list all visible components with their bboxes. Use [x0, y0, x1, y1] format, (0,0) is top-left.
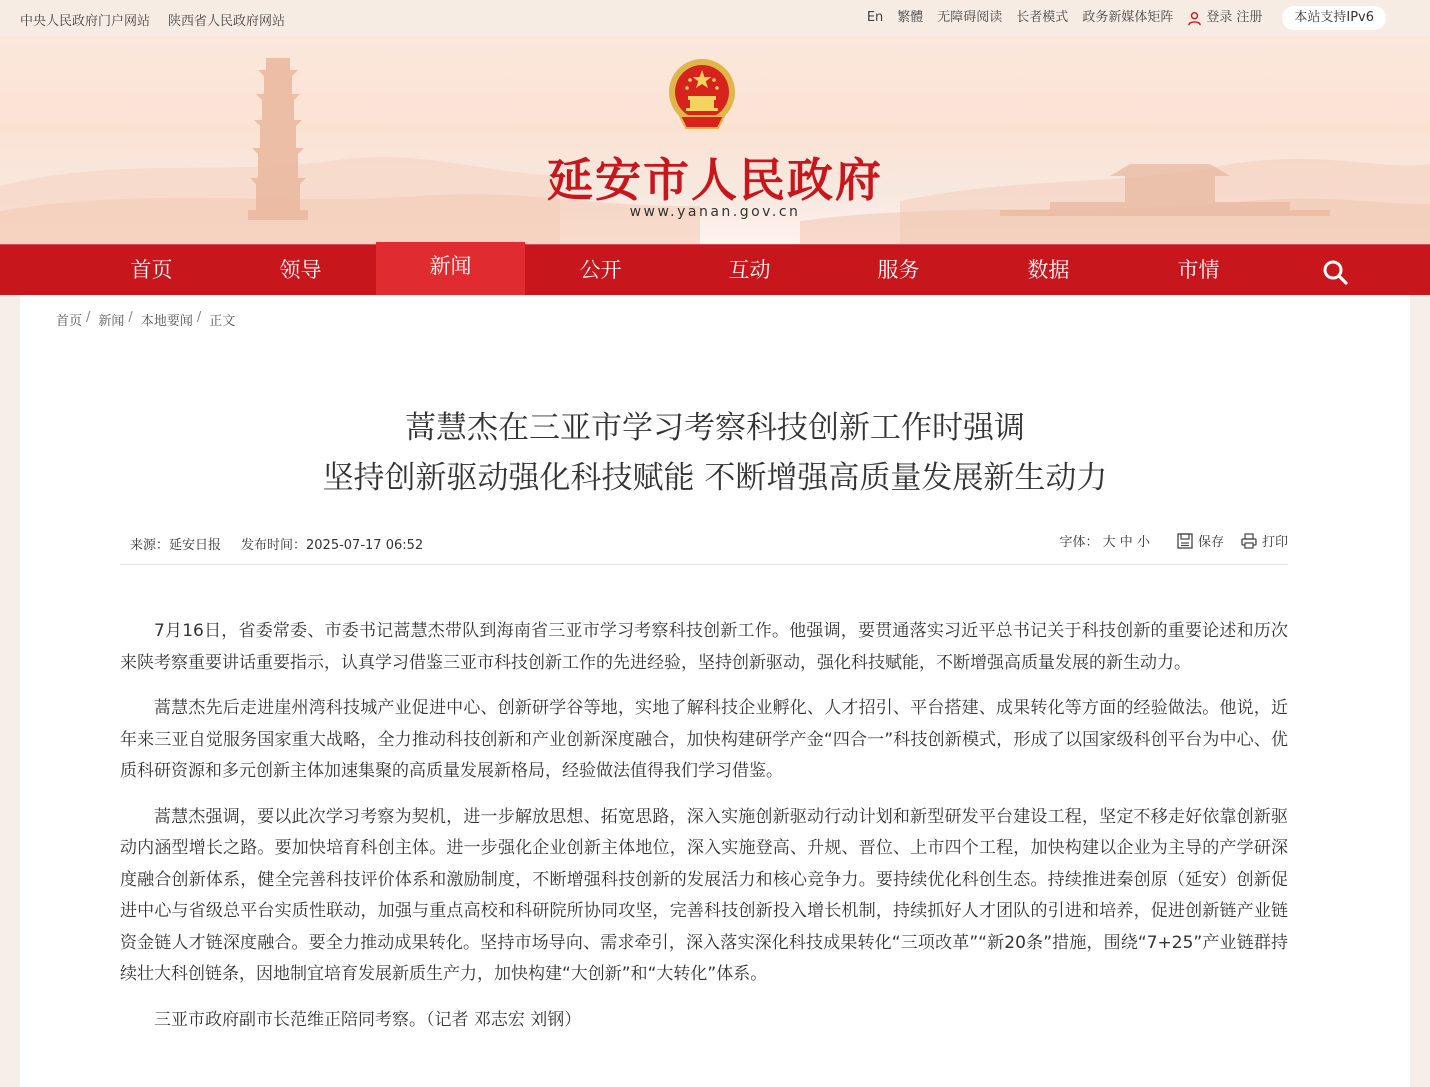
nav-item-leaders[interactable]: 领导: [279, 258, 322, 282]
site-url: www.yanan.gov.cn: [629, 204, 801, 220]
breadcrumb-local-news[interactable]: 本地要闻: [140, 314, 193, 329]
font-size-label: 字体：: [1059, 535, 1099, 550]
article-publish-time: 发布时间：2025-07-17 06:52: [241, 538, 424, 553]
main-nav: [0, 244, 1430, 295]
article-body: [120, 616, 1288, 1050]
top-bar: [0, 0, 1430, 36]
login-link[interactable]: 登录: [1206, 10, 1233, 25]
link-new-media[interactable]: 政务新媒体矩阵: [1082, 10, 1174, 25]
national-emblem-icon: [666, 58, 738, 134]
save-label: 保存: [1197, 535, 1224, 550]
font-size-small[interactable]: 小: [1136, 535, 1150, 550]
article-title-line2: 坚持创新驱动强化科技赋能 不断增强高质量发展新生动力: [322, 460, 1108, 496]
breadcrumb-news[interactable]: 新闻: [98, 314, 125, 329]
link-traditional-chinese[interactable]: 繁體: [897, 10, 924, 25]
link-english[interactable]: En: [866, 10, 884, 25]
nav-item-data[interactable]: 数据: [1027, 258, 1070, 282]
nav-item-interaction[interactable]: 互动: [728, 258, 771, 282]
breadcrumb-separator: /: [86, 310, 91, 325]
user-icon: [1187, 11, 1202, 26]
register-link[interactable]: 注册: [1236, 10, 1263, 25]
link-central-gov[interactable]: 中央人民政府门户网站: [20, 14, 151, 29]
article-paragraph: 蒿慧杰先后走进崖州湾科技城产业促进中心、创新研学谷等地，实地了解科技企业孵化、人才招引、平台搭建、成果转化等方面的经验做法。他说，近年来三亚自觉服务国家重大战略，全力推动科技创新和产业创新深度融合，加快构建研学产金“四合一”科技创新模式，形成了以国家级科创平台为中心、优质科研资源和多元创新主体加速集聚的高质量发展新格局，经验做法值得我们学习借鉴。: [120, 698, 1288, 781]
article-tools: [1059, 531, 1288, 550]
nav-item-services[interactable]: 服务: [877, 258, 920, 282]
nav-item-city-info[interactable]: 市情: [1177, 258, 1220, 282]
article-paragraph: 7月16日，省委常委、市委书记蒿慧杰带队到海南省三亚市学习考察科技创新工作。他强调，要贯通落实习近平总书记关于科技创新的重要论述和历次来陕考察重要讲话重要指示，认真学习借鉴三亚市科技创新工作的先进经验，坚持创新驱动，强化科技赋能，不断增强高质量发展的新生动力。: [120, 621, 1288, 673]
content-panel: [20, 295, 1410, 1087]
article-title-line1: 蒿慧杰在三亚市学习考察科技创新工作时强调: [405, 410, 1025, 446]
breadcrumb: [56, 310, 235, 329]
print-button[interactable]: [1240, 531, 1288, 550]
top-bar-right-links: [867, 6, 1386, 30]
breadcrumb-separator: /: [128, 310, 133, 325]
save-icon: [1176, 532, 1194, 550]
nav-item-home[interactable]: 首页: [130, 258, 173, 282]
ipv6-badge: 本站支持IPv6: [1282, 6, 1386, 30]
article-paragraph: 蒿慧杰强调，要以此次学习考察为契机，进一步解放思想、拓宽思路，深入实施创新驱动行动计划和新型研发平台建设工程，坚定不移走好依靠创新驱动内涵型增长之路。要加快培育科创主体。进一步强化企业创新主体地位，深入实施登高、升规、晋位、上市四个工程，加快构建以企业为主导的产学研深度融合创新体系，健全完善科技评价体系和激励制度，不断增强科技创新的发展活力和核心竞争力。要持续优化科创生态。持续推进秦创原（延安）创新促进中心与省级总平台实质性联动，加强与重点高校和科研院所协同攻坚，完善科技创新投入增长机制，持续抓好人才团队的引进和培养，促进创新链产业链资金链人才链深度融合。要全力推动成果转化。坚持市场导向、需求牵引，深入落实深化科技成果转化“三项改革”“新20条”措施，围绕“7+25”产业链群持续壮大科创链条，因地制宜培育发展新质生产力，加快构建“大创新”和“大转化”体系。: [120, 806, 1288, 984]
font-size-large[interactable]: 大: [1102, 535, 1116, 550]
article-source: 来源：延安日报: [130, 538, 222, 553]
search-icon[interactable]: [1320, 257, 1350, 287]
article-title: [20, 403, 1410, 503]
save-button[interactable]: [1176, 531, 1224, 550]
link-accessibility[interactable]: 无障碍阅读: [937, 10, 1003, 25]
meta-divider: [120, 564, 1288, 565]
header-banner: [0, 36, 1430, 244]
link-shaanxi-gov[interactable]: 陕西省人民政府网站: [168, 14, 286, 29]
site-title: 延安市人民政府: [547, 153, 883, 207]
breadcrumb-separator: /: [196, 310, 202, 325]
article-paragraph: 三亚市政府副市长范维正陪同考察。（记者 邓志宏 刘钢）: [154, 1009, 582, 1030]
font-size-medium[interactable]: 中: [1119, 535, 1133, 550]
breadcrumb-current: 正文: [209, 314, 236, 329]
breadcrumb-home[interactable]: 首页: [56, 314, 83, 329]
login-group: [1187, 6, 1262, 30]
top-bar-left-links: [20, 10, 285, 29]
link-elder-mode[interactable]: 长者模式: [1016, 10, 1069, 25]
print-label: 打印: [1261, 535, 1288, 550]
article-meta: [130, 534, 423, 553]
print-icon: [1240, 532, 1258, 550]
nav-item-public[interactable]: 公开: [579, 258, 622, 282]
font-size-controls: [1059, 531, 1149, 550]
nav-item-news[interactable]: 新闻: [376, 242, 525, 296]
